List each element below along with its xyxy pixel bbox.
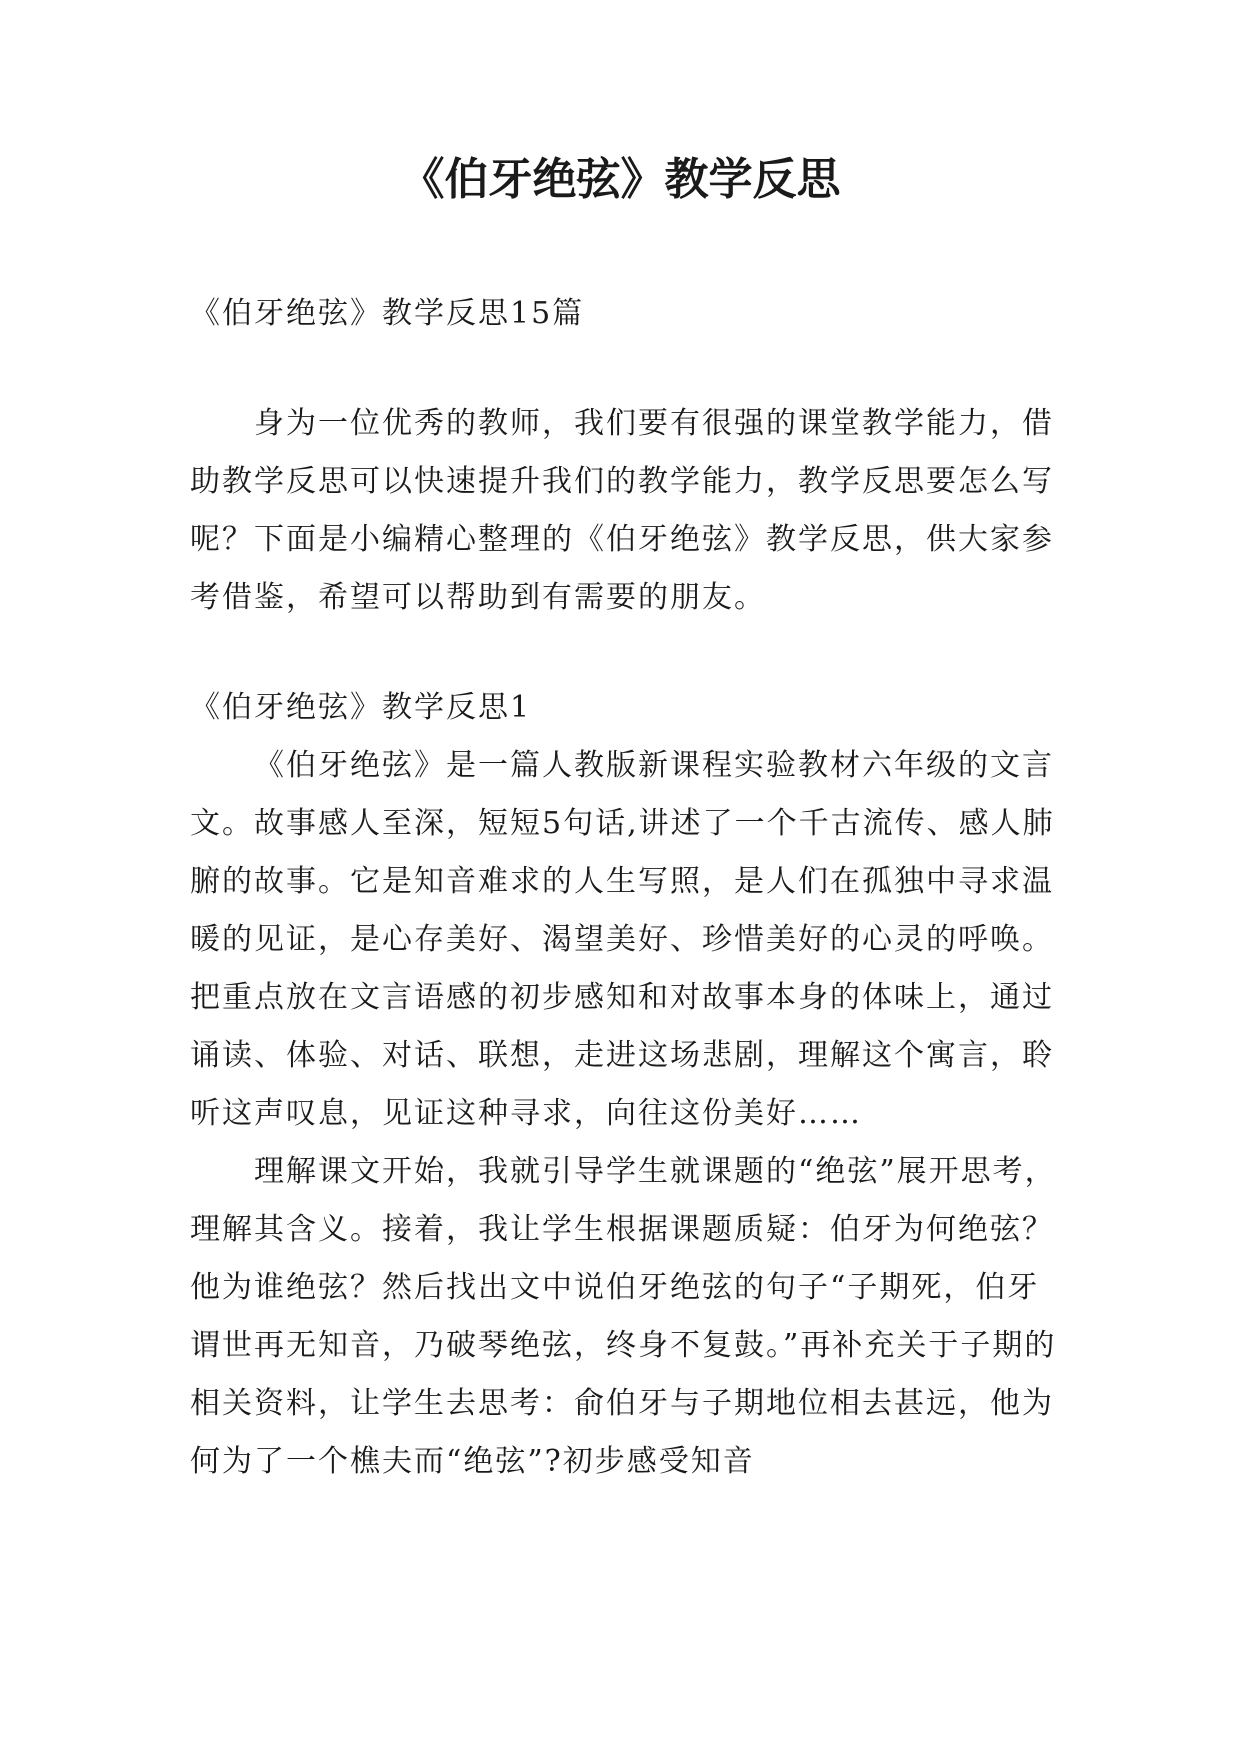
intro-paragraph: 身为一位优秀的教师，我们要有很强的课堂教学能力，借助教学反思可以快速提升我们的教学能力，教学反思要怎么写呢？下面是小编精心整理的《伯牙绝弦》教学反思，供大家参考借鉴，希望可以帮助到有需要的朋友。 (190, 406, 1054, 615)
body-paragraph: 《伯牙绝弦》是一篇人教版新课程实验教材六年级的文言文。故事感人至深，短短5句话,讲述了一个千古流传、感人肺腑的故事。它是知音难求的人生写照，是人们在孤独中寻求温暖的见证，是心存美好、渴望美好、珍惜美好的心灵的呼唤。把重点放在文言语感的初步感知和对故事本身的体味上，通过诵读、体验、对话、联想，走进这场悲剧，理解这个寓言，聆听这声叹息，见证这种寻求，向往这份美好…… (190, 748, 1055, 1131)
document-body (190, 285, 1070, 1491)
document-title: 《伯牙绝弦》教学反思 (400, 154, 841, 205)
document-subtitle: 《伯牙绝弦》教学反思15篇 (190, 296, 585, 331)
body-paragraph: 理解课文开始，我就引导学生就课题的“绝弦”展开思考，理解其含义。接着，我让学生根据课题质疑：伯牙为何绝弦？他为谁绝弦？然后找出文中说伯牙绝弦的句子“子期死，伯牙谓世再无知音，乃破琴绝弦，终身不复鼓。”再补充关于子期的相关资料，让学生去思考：俞伯牙与子期地位相去甚远，他为何为了一个樵夫而“绝弦”?初步感受知音 (190, 1154, 1057, 1479)
section-heading: 《伯牙绝弦》教学反思1 (190, 690, 532, 725)
